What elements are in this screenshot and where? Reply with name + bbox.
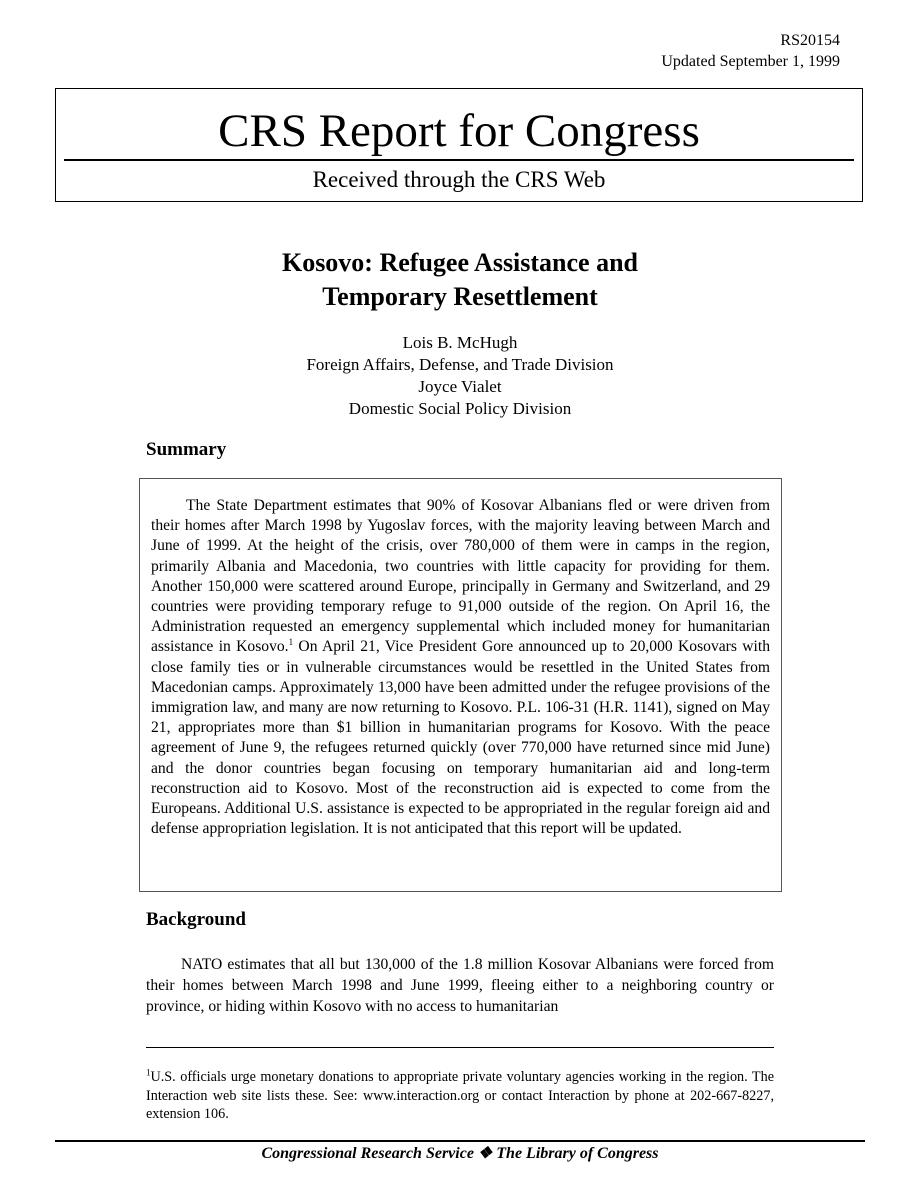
author-name: Lois B. McHugh: [402, 333, 518, 352]
report-identifier: [661, 30, 840, 72]
document-title-line1: Kosovo: Refugee Assistance and: [281, 248, 639, 277]
updated-date: Updated September 1, 1999: [661, 53, 840, 70]
summary-box: [139, 478, 782, 892]
footnote-marker: 1: [146, 1067, 151, 1078]
summary-heading: Summary: [146, 439, 227, 460]
footnote-text: U.S. officials urge monetary donations to appropriate private voluntary agencies working in the region. The Interaction web site lists these. See: www.interaction.org or contact Interaction by phone at 202-667-8227, extension 106.: [146, 1069, 774, 1122]
summary-text-part2: On April 21, Vice President Gore announced up to 20,000 Kosovars with close family ties or in vulnerable circumstances would be resettled in the United States from Macedonian camps. Approximately 13,000 have been admitted under the refugee provisions of the immigration law, and many are now returning to Kosovo. P.L. 106-31 (H.R. 1141), signed on May 21, appropriates more than $1 billion in humanitarian programs for Kosovo. With the peace agreement of June 9, the refugees returned quickly (over 770,000 have returned since mid June) and the donor countries began focusing on temporary humanitarian aid and long-term reconstruction aid to Kosovo. Most of the reconstruction aid is expected to come from the Europeans. Additional U.S. assistance is expected to be appropriated in the regular foreign aid and defense appropriation legislation. It is not anticipated that this report will be updated.: [151, 638, 770, 838]
document-title: [0, 246, 920, 314]
author-division: Foreign Affairs, Defense, and Trade Division: [306, 355, 614, 374]
banner-divider: [64, 159, 854, 161]
summary-paragraph: [151, 496, 770, 839]
footnote-reference: 1: [288, 637, 294, 648]
footnote-divider: [146, 1047, 774, 1048]
page-footer: Congressional Research Service ❖ The Library of Congress: [261, 1145, 659, 1162]
author-block: [0, 332, 920, 420]
author-division: Domestic Social Policy Division: [348, 399, 572, 418]
report-number: RS20154: [780, 32, 840, 49]
background-heading: Background: [146, 909, 246, 930]
document-title-line2: Temporary Resettlement: [322, 282, 598, 311]
footnote: [146, 1068, 774, 1124]
author-name: Joyce Vialet: [418, 377, 502, 396]
background-paragraph: NATO estimates that all but 130,000 of the 1.8 million Kosovar Albanians were forced from their homes between March 1998 and June 1999, fleeing either to a neighboring country or province, or hiding within Kosovo with no access to humanitarian: [146, 956, 774, 1015]
banner-title: CRS Report for Congress: [218, 105, 700, 157]
crs-banner: [55, 88, 863, 202]
footer-divider: [55, 1140, 865, 1142]
summary-text-part1: The State Department estimates that 90% of Kosovar Albanians fled or were driven from their homes after March 1998 by Yugoslav forces, with the majority leaving between March and June of 1999. At the height of the crisis, over 780,000 of them were in camps in the region, primarily Albania and Macedonia, two countries with little capacity for providing for them. Another 150,000 were scattered around Europe, principally in Germany and Switzerland, and 29 countries were providing temporary refuge to 91,000 outside of the region. On April 16, the Administration requested an emergency supplemental which included money for humanitarian assistance in Kosovo.: [151, 497, 770, 656]
banner-subtitle: Received through the CRS Web: [312, 167, 606, 192]
